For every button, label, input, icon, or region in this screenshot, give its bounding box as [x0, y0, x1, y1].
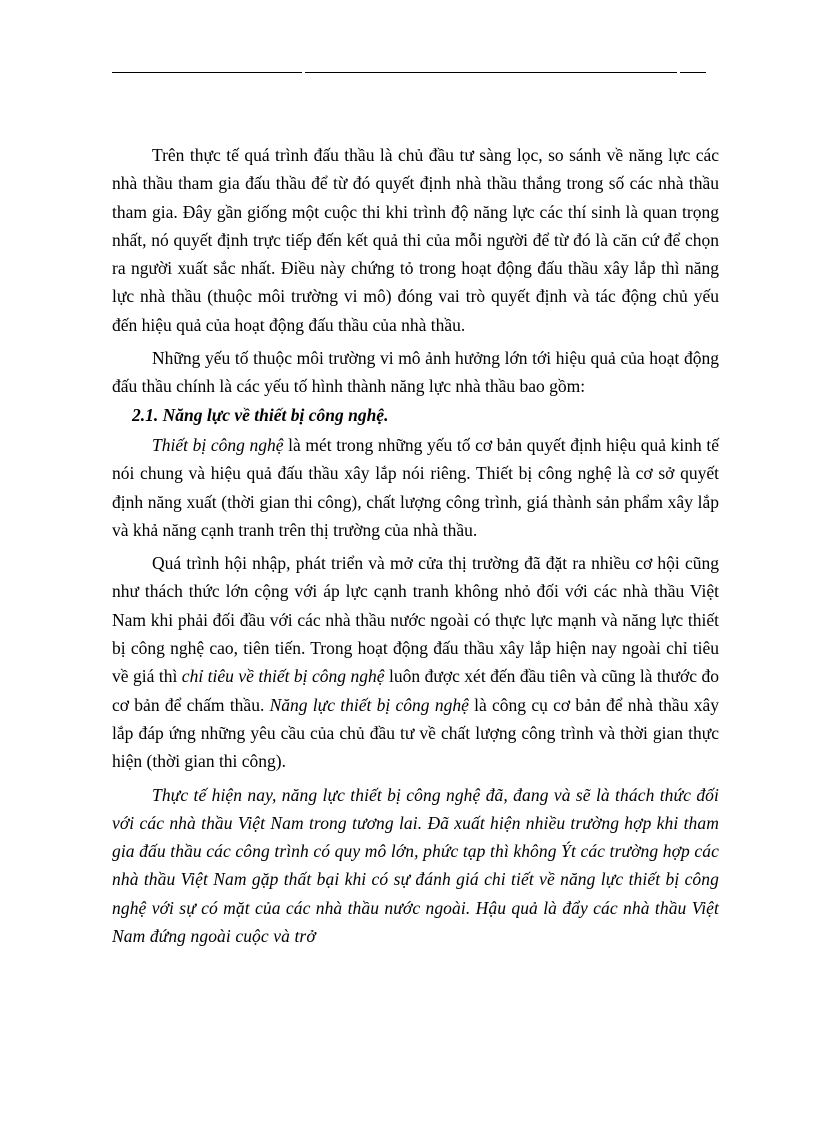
paragraph-4-part-3: là công cụ cơ bản để nhà thầu xây lắp đáp ứng những yêu cầu của chủ đầu tư về chất lượng công trình và thời gian thực hiện (thời gian thi công).: [112, 694, 719, 772]
header-rule-middle: [305, 72, 677, 73]
header-rule-left: [112, 72, 302, 73]
paragraph-3-lead: Thiết bị công nghệ: [152, 434, 284, 455]
paragraph-4: [112, 549, 719, 775]
paragraph-1: Trên thực tế quá trình đấu thầu là chủ đầu tư sàng lọc, so sánh về năng lực các nhà thầu tham gia đấu thầu để từ đó quyết định nhà thầu thắng trong số các nhà thầu tham gia. Đây gần giống một cuộc thi khi trình độ năng lực các thí sinh là quan trọng nhất, nó quyết định trực tiếp đến kết quả thi của mỗi người để từ đó là căn cứ để chọn ra người xuất sắc nhất. Điều này chứng tỏ trong hoạt động đấu thầu xây lắp thì năng lực nhà thầu (thuộc môi trường vi mô) đóng vai trò quyết định và tác động chủ yếu đến hiệu quả của hoạt động đấu thầu của nhà thầu.: [112, 145, 719, 335]
paragraph-4-italic-1: chỉ tiêu về thiết bị công nghệ: [181, 666, 385, 687]
paragraph-3-rest: là mét trong những yếu tố cơ bản quyết định hiệu quả kinh tế nói chung và hiệu quả đấu thầu xây lắp nói riêng. Thiết bị công nghệ là cơ sở quyết định năng xuất (thời gian thi công), chất lượng công trình, giá thành sản phẩm xây lắp và khả năng cạnh tranh trên thị trường của nhà thầu.: [112, 434, 720, 540]
paragraph-4-part-2: luôn được xét đến đầu tiên và cũng là thước đo cơ bản để chấm thầu.: [112, 666, 720, 715]
section-heading: 2.1. Năng lực về thiết bị công nghệ.: [132, 404, 389, 425]
paragraph-2: Những yếu tố thuộc môi trường vi mô ảnh hưởng lớn tới hiệu quả của hoạt động đấu thầu chính là các yếu tố hình thành năng lực nhà thầu bao gồm:: [112, 348, 719, 397]
paragraph-3: [112, 431, 719, 544]
header-rule-right: [680, 72, 706, 73]
paragraph-4-italic-2: Năng lực thiết bị công nghệ: [269, 694, 469, 715]
paragraph-5: Thực tế hiện nay, năng lực thiết bị công nghệ đã, đang và sẽ là thách thức đối với các nhà thầu Việt Nam trong tương lai. Đã xuất hiện nhiều trường hợp khi tham gia đấu thầu các công trình có quy mô lớn, phức tạp thì không Ýt các trường hợp các nhà thầu Việt Nam gặp thất bại khi có sự đánh giá chi tiết về năng lực thiết bị công nghệ với sự có mặt của các nhà thầu nước ngoài. Hậu quả là đẩy các nhà thầu Việt Nam đứng ngoài cuộc và trở: [112, 784, 719, 947]
document-body: [112, 141, 719, 955]
paragraph-4-part-1: Quá trình hội nhập, phát triển và mở cửa thị trường đã đặt ra nhiều cơ hội cũng như thách thức lớn cộng với áp lực cạnh tranh không nhỏ đối với các nhà thầu Việt Nam khi phải đối đầu với các nhà thầu nước ngoài có thực lực mạnh và năng lực thiết bị công nghệ cao, tiên tiến. Trong hoạt động đấu thầu xây lắp hiện nay ngoài chỉ tiêu về giá thì: [112, 553, 719, 687]
